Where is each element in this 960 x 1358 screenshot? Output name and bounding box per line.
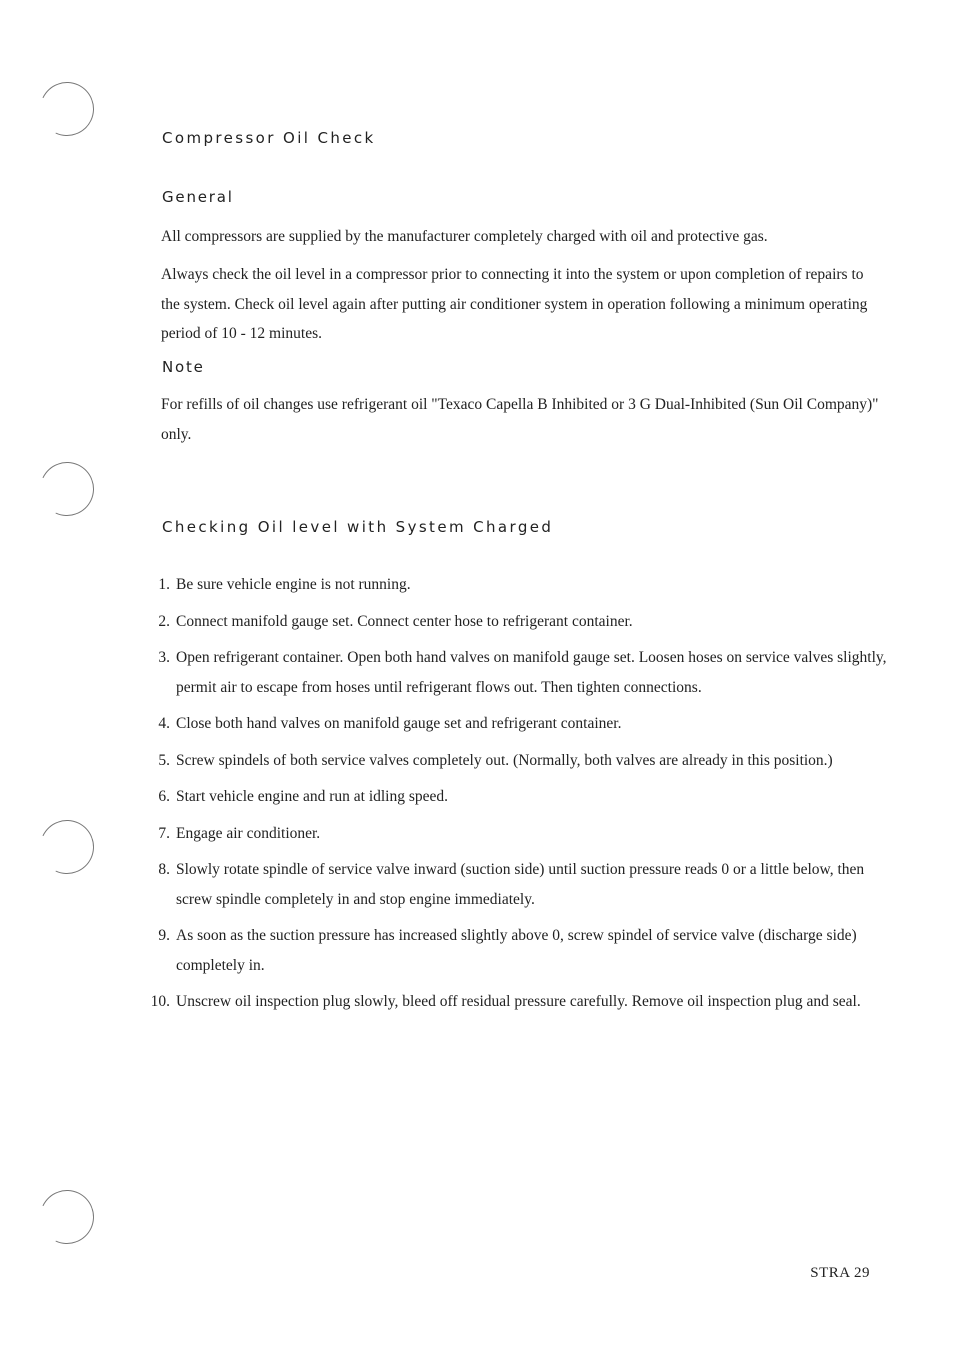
step-item xyxy=(130,987,890,1017)
punch-hole-icon xyxy=(32,812,101,881)
punch-hole-icon xyxy=(32,454,101,523)
general-paragraph-2: Always check the oil level in a compressor prior to connecting it into the system or upon completion of repairs to the system. Check oil level again after putting air conditioner system in operation following a minimum operating period of 10 - 12 minutes. xyxy=(161,266,868,342)
step-item xyxy=(130,921,890,980)
step-number: 3. xyxy=(158,649,170,666)
step-item xyxy=(130,643,890,702)
procedure-steps xyxy=(130,570,890,1024)
page-title: Compressor Oil Check xyxy=(162,129,376,147)
step-text: Start vehicle engine and run at idling speed. xyxy=(176,788,449,805)
step-text: As soon as the suction pressure has increased slightly above 0, screw spindel of service valve (discharge side) completely in. xyxy=(176,927,857,974)
step-number: 5. xyxy=(158,751,170,769)
general-heading: General xyxy=(162,188,234,206)
step-number: 1. xyxy=(158,576,170,593)
step-item xyxy=(130,570,890,600)
step-number: 10. xyxy=(150,993,170,1010)
step-item xyxy=(130,782,890,812)
step-item xyxy=(130,607,890,637)
step-number: 9. xyxy=(158,927,170,944)
step-text: Close both hand valves on manifold gauge set and refrigerant container. xyxy=(176,715,622,732)
step-item xyxy=(130,746,890,776)
page-footer-code: STRA 29 xyxy=(810,1265,870,1281)
step-text: Slowly rotate spindle of service valve inward (suction side) until suction pressure reads 0 or a little below, then screw spindle completely in and stop engine immediately. xyxy=(176,861,865,908)
step-text: Open refrigerant container. Open both hand valves on manifold gauge set. Loosen hoses on service valves slightly, permit air to escape from hoses until refrigerant flows out. Then tighten connections. xyxy=(176,649,887,696)
step-number: 2. xyxy=(158,612,170,630)
step-number: 6. xyxy=(158,788,170,805)
punch-hole-icon xyxy=(32,74,101,143)
step-item xyxy=(130,855,890,914)
step-text: Connect manifold gauge set. Connect center hose to refrigerant container. xyxy=(176,612,633,630)
step-number: 7. xyxy=(158,824,170,842)
step-text: Engage air conditioner. xyxy=(176,824,321,842)
step-number: 8. xyxy=(158,861,170,878)
note-text: For refills of oil changes use refrigerant oil "Texaco Capella B Inhibited or 3 G Dual-Inhibited (Sun Oil Company)" only. xyxy=(161,396,879,443)
section-heading-checking-oil: Checking Oil level with System Charged xyxy=(162,518,554,536)
step-item xyxy=(130,709,890,739)
punch-hole-icon xyxy=(32,1182,101,1251)
step-text: Screw spindels of both service valves completely out. (Normally, both valves are already in this position.) xyxy=(176,751,833,769)
note-heading: Note xyxy=(162,358,205,376)
step-item xyxy=(130,819,890,849)
step-number: 4. xyxy=(158,715,170,732)
step-text: Be sure vehicle engine is not running. xyxy=(176,576,411,593)
step-text: Unscrew oil inspection plug slowly, bleed off residual pressure carefully. Remove oil inspection plug and seal. xyxy=(176,993,861,1010)
general-paragraph-1: All compressors are supplied by the manufacturer completely charged with oil and protective gas. xyxy=(161,228,768,245)
